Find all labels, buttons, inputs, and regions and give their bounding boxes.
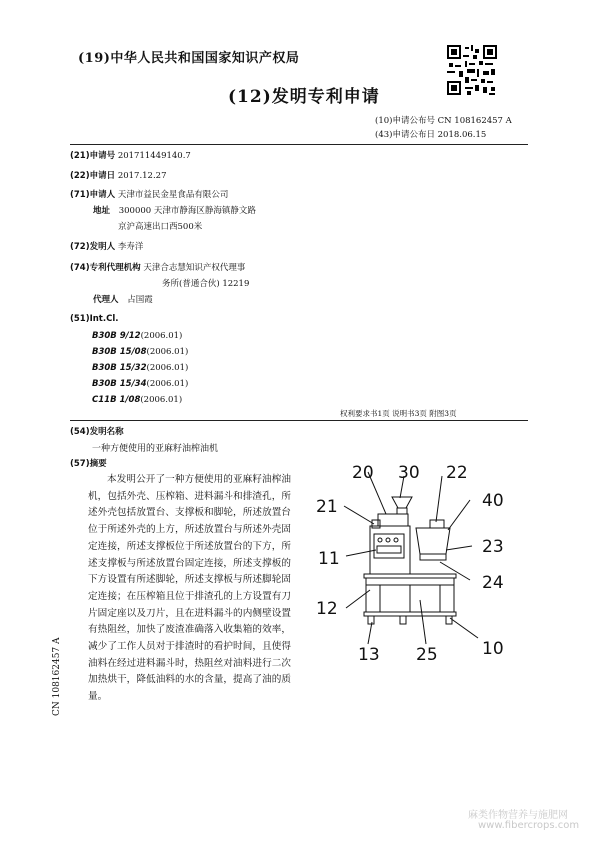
inventor-label: (72)发明人 [70,242,116,252]
section-divider [70,420,528,421]
label-23: 23 [482,537,504,557]
ipc-item: B30B 9/12(2006.01) [92,331,183,341]
label-40: 40 [482,491,504,511]
side-publication-number: CN 108162457 A [52,637,62,716]
press-box [378,514,408,526]
label-30: 30 [398,463,420,483]
qr-code-icon [447,45,497,95]
label-25: 25 [416,645,438,665]
address-row [93,204,256,216]
application-number-label: (21)申请号 [70,151,116,161]
ipc-list [92,328,188,408]
caster [368,616,374,624]
caster [446,616,452,624]
watermark-line-2: www.fibercrops.com [478,820,580,831]
address-label: 地址 [93,206,111,216]
abstract-text: 本发明公开了一种方便使用的亚麻籽油榨油机，包括外壳、压榨箱、进料漏斗和排渣孔，所述外壳包括放置台、支撑板和脚轮，所述放置台位于所述外壳的上方，所述放置台与所述外壳固定连接，所述支撑板位于所述放置台的下方，所述支撑板与所述放置台固定连接，所述支撑板的下方设置有所述脚轮，所述支撑板与所述脚轮固定连接；在压榨箱且位于排渣孔的上方设置有刀片固定座以及刀片，且在进料漏斗的内侧壁设置有热阻丝，加快了废渣准确落入收集箱的效率，减少了工作人员对于排渣时的看护时间，且使得油料在经过进料漏斗时，热阻丝对油料进行二次加热烘干，降低油料的水的含量，提高了油的质量。 [88,474,291,703]
label-21: 21 [316,497,338,517]
ipc-item: B30B 15/34(2006.01) [92,379,189,389]
agency-row [70,261,245,273]
label-12: 12 [316,599,338,619]
ipc-item: B30B 15/08(2006.01) [92,347,189,357]
label-22: 22 [446,463,468,483]
address-line-1: 300000 天津市静海区静海镇静文路 [118,206,256,216]
agent-label: 代理人 [93,295,119,305]
publication-info [375,114,512,142]
publication-number: (10)申请公布号 CN 108162457 A [375,116,512,126]
application-date: 2017.12.27 [117,171,167,181]
applicant-row [70,188,228,200]
header-divider [70,144,528,145]
agent-name: 占国霞 [127,295,153,305]
ipc-item: C11B 1/08(2006.01) [92,395,183,405]
office-name: (19)中华人民共和国国家知识产权局 [78,51,300,66]
label-20: 20 [352,463,374,483]
caster [400,616,406,624]
application-date-label: (22)申请日 [70,171,116,181]
placement-table [364,574,456,578]
publication-date: (43)申请公布日 2018.06.15 [375,130,487,140]
ipc-item: B30B 15/32(2006.01) [92,363,189,373]
feed-hopper [392,497,412,508]
collection-tank [416,528,450,554]
label-13: 13 [358,645,380,665]
agency-line-2: 务所(普通合伙) 12219 [162,279,250,289]
abstract-label: (57)摘要 [70,459,107,469]
label-10: 10 [482,639,504,659]
intcl-label: (51)Int.Cl. [70,314,119,324]
application-date-row [70,169,166,181]
label-24: 24 [482,573,504,593]
application-number: 201711449140.7 [117,151,191,161]
agency-line-1: 天津合志慧知识产权代理事 [143,263,246,273]
inventor-row [70,240,143,252]
applicant-name: 天津市益民金星食品有限公司 [117,190,229,200]
support-plate [364,612,456,616]
label-11: 11 [318,549,340,569]
document-type: (12)发明专利申请 [228,87,380,107]
invention-title: 一种方便使用的亚麻籽油榨油机 [92,444,219,454]
title-label: (54)发明名称 [70,427,124,437]
agency-label: (74)专利代理机构 [70,263,141,273]
application-number-row [70,149,191,161]
applicant-label: (71)申请人 [70,190,116,200]
watermark-line-1: 麻类作物营养与施肥网 [468,810,568,821]
inventor-name: 李寿洋 [117,242,144,252]
agent-row [93,293,153,305]
address-line-2: 京沪高速出口西500米 [118,222,203,232]
machine-drawing [300,450,530,675]
page-counts: 权利要求书1页 说明书3页 附图3页 [340,409,457,418]
